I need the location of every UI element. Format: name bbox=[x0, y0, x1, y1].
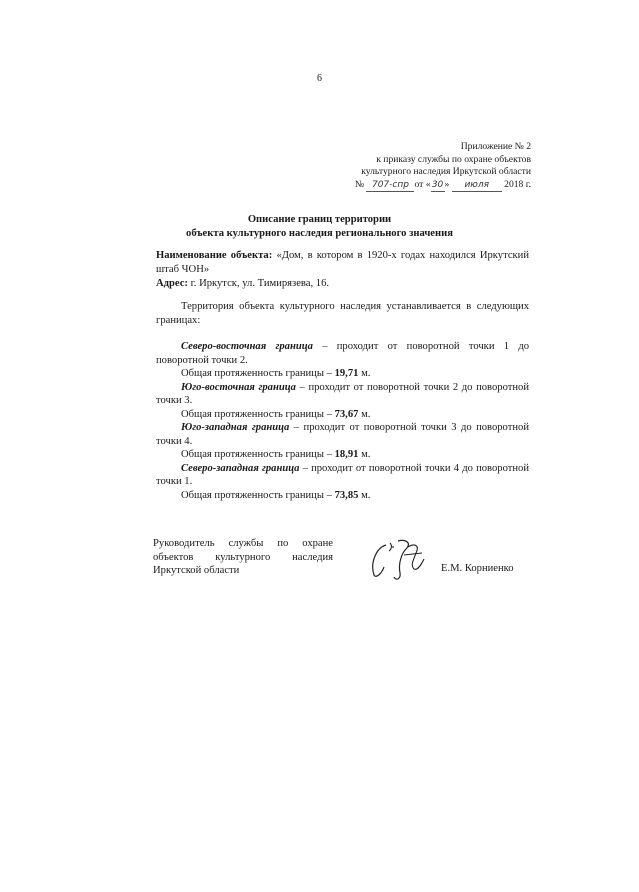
length-label: Общая протяженность границы – bbox=[181, 449, 335, 460]
length-unit: м. bbox=[358, 489, 371, 501]
title-line-2: объекта культурного наследия регионального значения bbox=[186, 227, 453, 239]
position-line-2: объектов культурного наследия bbox=[153, 551, 333, 563]
object-name-label: Наименование объекта: bbox=[156, 250, 273, 261]
boundaries-list bbox=[156, 340, 529, 502]
address-paragraph bbox=[156, 277, 529, 291]
length-value: 18,91 bbox=[334, 449, 359, 460]
boundary-description bbox=[156, 381, 529, 408]
page-number: 6 bbox=[317, 73, 322, 84]
date-mid: » bbox=[444, 178, 450, 190]
boundary-item bbox=[156, 421, 529, 462]
position-line-1: Руководитель службы по охране bbox=[153, 538, 333, 549]
appendix-header bbox=[355, 141, 531, 192]
boundary-desc: – проходит от поворотной точки 3 до поворотной точки 4. bbox=[156, 422, 529, 447]
intro-paragraph: Территория объекта культурного наследия устанавливается в следующих границах: bbox=[156, 301, 529, 326]
boundary-desc: – проходит от поворотной точки 4 до поворотной точки 1. bbox=[156, 462, 529, 487]
year: 2018 г. bbox=[504, 178, 531, 190]
address-value: г. Иркутск, ул. Тимирязева, 16. bbox=[190, 278, 330, 289]
length-value: 73,67 bbox=[334, 408, 359, 420]
boundary-length bbox=[156, 448, 529, 462]
boundary-desc: – проходит от поворотной точки 1 до поворотной точки 2. bbox=[156, 341, 530, 366]
signatory-name: Е.М. Корниенко bbox=[441, 563, 514, 574]
signatory-position bbox=[153, 537, 333, 578]
document-title bbox=[0, 213, 639, 240]
appendix-line-3: культурного наследия Иркутской области bbox=[361, 166, 531, 177]
boundary-name: Северо-восточная граница bbox=[181, 341, 313, 352]
object-name-paragraph bbox=[156, 249, 529, 276]
number-prefix: № bbox=[354, 178, 365, 190]
title-line-1: Описание границ территории bbox=[247, 214, 392, 225]
boundary-name: Северо-западная граница bbox=[181, 462, 300, 474]
length-label: Общая протяженность границы – bbox=[181, 408, 335, 420]
handwritten-signature bbox=[362, 533, 432, 588]
boundary-description bbox=[156, 421, 529, 448]
month-handwritten: июля bbox=[452, 179, 502, 193]
address-label: Адрес: bbox=[156, 278, 188, 289]
appendix-line-2: к приказу службы по охране объектов bbox=[376, 153, 531, 165]
order-number-line bbox=[355, 179, 531, 193]
boundary-length bbox=[156, 367, 529, 381]
position-line-3: Иркутской области bbox=[153, 565, 240, 576]
appendix-line-1: Приложение № 2 bbox=[460, 141, 531, 152]
boundary-item bbox=[156, 381, 529, 422]
length-value: 19,71 bbox=[334, 368, 359, 379]
boundary-item bbox=[156, 462, 529, 503]
length-unit: м. bbox=[358, 368, 371, 379]
length-label: Общая протяженность границы – bbox=[181, 489, 335, 501]
length-label: Общая протяженность границы – bbox=[181, 368, 335, 379]
boundary-item bbox=[156, 340, 529, 381]
boundary-desc: – проходит от поворотной точки 2 до поворотной точки 3. bbox=[156, 381, 529, 406]
length-value: 73,85 bbox=[334, 489, 359, 501]
boundary-description bbox=[156, 340, 529, 367]
boundary-name: Юго-восточная граница bbox=[181, 381, 296, 393]
order-number-handwritten: 707-спр bbox=[366, 179, 414, 193]
boundary-length bbox=[156, 489, 529, 503]
date-from: от « bbox=[414, 178, 431, 190]
boundary-name: Юго-западная граница bbox=[181, 422, 290, 433]
object-name-value: «Дом, в котором в 1920-х годах находился Иркутский штаб ЧОН» bbox=[156, 250, 530, 275]
day-handwritten: 30 bbox=[431, 179, 445, 193]
boundary-description bbox=[156, 462, 529, 489]
length-unit: м. bbox=[358, 449, 371, 460]
boundary-length bbox=[156, 408, 529, 422]
length-unit: м. bbox=[358, 408, 371, 420]
